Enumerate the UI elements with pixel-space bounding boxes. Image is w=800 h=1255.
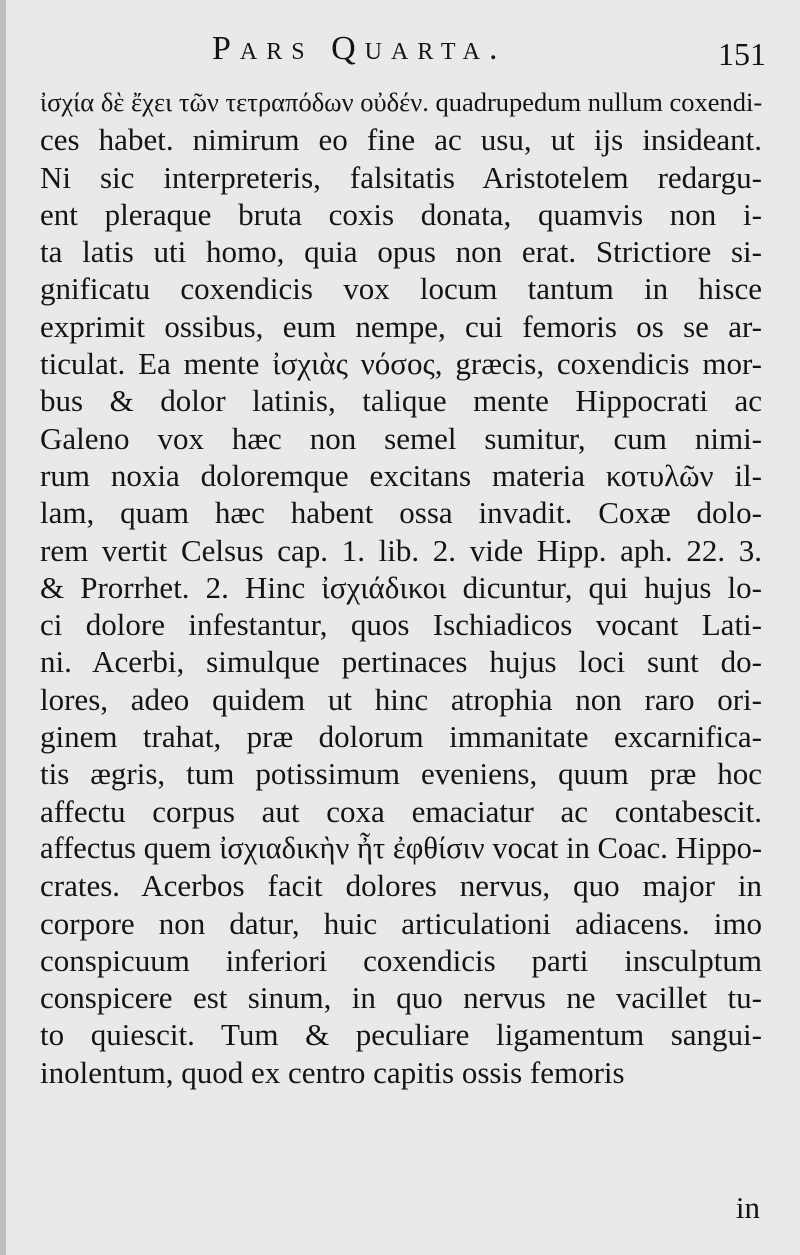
text-line: exprimit ossibus, eum nempe, cui femoris os se ar- [40, 308, 762, 344]
text-line: conspicere est sinum, in quo nervus ne vacillet tu- [40, 980, 762, 1016]
text-line: ni. Acerbi, simulque pertinaces hujus loci sunt do- [40, 644, 762, 680]
running-title: Pars Quarta. [212, 30, 507, 67]
text-line: ἰσχία δὲ ἔχει τῶν τετραπόδων οὐδέν. quadrupedum nullum coxendi- [40, 87, 762, 117]
text-line: ent pleraque bruta coxis donata, quamvis non i- [40, 196, 762, 232]
text-line: Ni sic interpreteris, falsitatis Aristotelem redargu- [40, 159, 762, 195]
text-line: lam, quam hæc habent ossa invadit. Coxæ dolo- [40, 495, 762, 531]
text-line: corpore non datur, huic articulationi adiacens. imo [40, 905, 762, 941]
text-line: lores, adeo quidem ut hinc atrophia non raro ori- [40, 681, 762, 717]
text-line: inolentum, quod ex centro capitis ossis femoris [40, 1054, 625, 1090]
text-line: ta latis uti homo, quia opus non erat. Strictiore si- [40, 234, 762, 270]
text-line: ces habet. nimirum eo fine ac usu, ut ijs insideant. [40, 122, 762, 158]
text-line: crates. Acerbos facit dolores nervus, quo major in [40, 868, 762, 904]
text-line: ticulat. Ea mente ἰσχιὰς νόσος, græcis, coxendicis mor- [40, 346, 762, 382]
text-line: Galeno vox hæc non semel sumitur, cum nimi- [40, 420, 762, 456]
text-line: to quiescit. Tum & peculiare ligamentum sangui- [40, 1017, 762, 1053]
text-line: conspicuum inferiori coxendicis parti insculptum [40, 942, 762, 978]
text-line: tis ægris, tum potissimum eveniens, quum præ hoc [40, 756, 762, 792]
text-line: ginem trahat, præ dolorum immanitate excarnifica- [40, 719, 762, 755]
text-line: & Prorrhet. 2. Hinc ἰσχιάδικοι dicuntur, qui hujus lo- [40, 569, 762, 605]
text-line: bus & dolor latinis, talique mente Hippocrati ac [40, 383, 762, 419]
text-line: affectus quem ἰσχιαδικὴν ἦτ ἐφθίσιν vocat in Coac. Hippo- [40, 830, 762, 865]
text-line: affectu corpus aut coxa emaciatur ac contabescit. [40, 793, 762, 829]
text-line: ci dolore infestantur, quos Ischiadicos vocant Lati- [40, 607, 762, 643]
catchword: in [735, 1190, 760, 1225]
running-head [0, 26, 800, 76]
text-line: gnificatu coxendicis vox locum tantum in hisce [40, 271, 762, 307]
page-gutter-edge [0, 0, 6, 1255]
text-block [40, 84, 762, 1091]
page-number: 151 [718, 36, 766, 72]
text-line: rem vertit Celsus cap. 1. lib. 2. vide Hipp. aph. 22. 3. [40, 532, 762, 568]
text-line: rum noxia doloremque excitans materia κοτυλῶν il- [40, 457, 762, 493]
